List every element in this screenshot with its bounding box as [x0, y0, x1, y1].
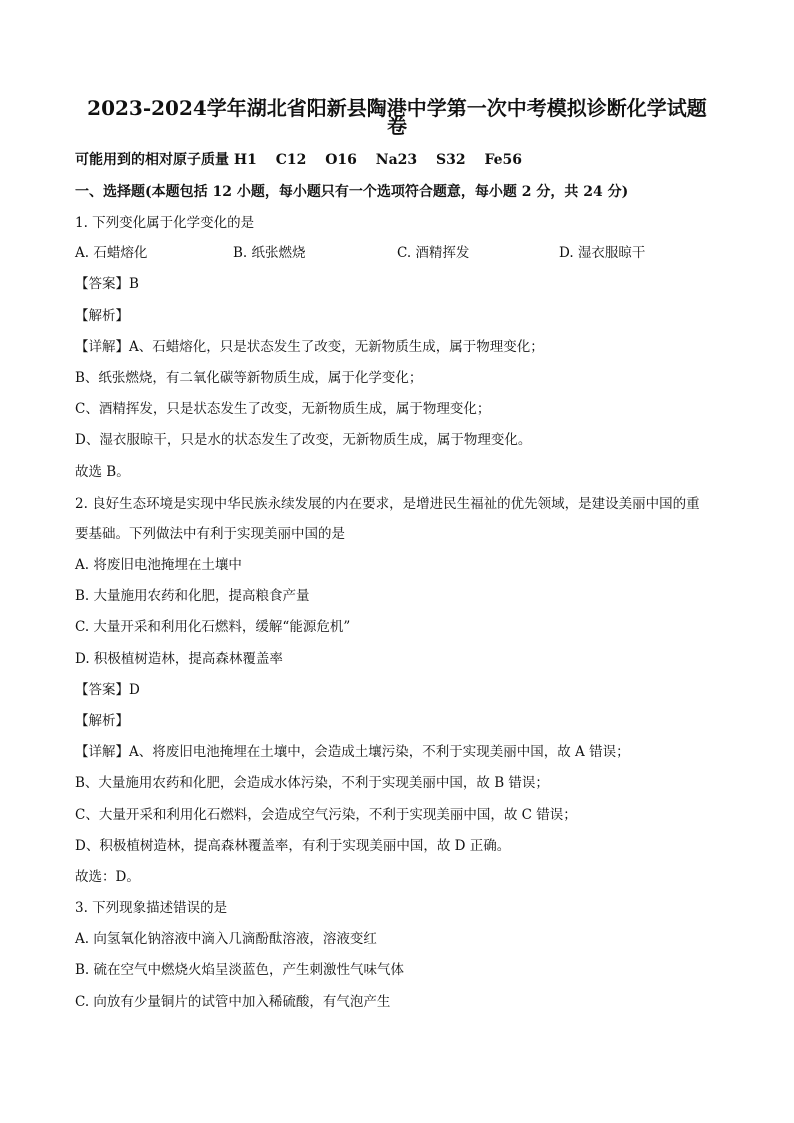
question-1-answer: 【答案】B — [75, 276, 139, 292]
question-1-detail-a: 【详解】A、石蜡熔化，只是状态发生了改变，无新物质生成，属于物理变化； — [75, 339, 544, 355]
question-2-stem-line2: 要基础。下列做法中有利于实现美丽中国的是 — [75, 526, 345, 542]
question-1-stem: 1. 下列变化属于化学变化的是 — [75, 215, 255, 231]
question-2-detail-b: B、大量施用农药和化肥，会造成水体污染，不利于实现美丽中国，故 B 错误； — [75, 775, 549, 791]
question-2-conclusion: 故选：D。 — [75, 869, 140, 885]
atomic-mass-note: 可能用到的相对原子质量 H1 C12 O16 Na23 S32 Fe56 — [75, 152, 523, 168]
exam-title-line2: 卷 — [387, 114, 407, 138]
question-2-analysis-label: 【解析】 — [75, 713, 129, 729]
question-1-detail-b: B、纸张燃烧，有二氧化碳等新物质生成，属于化学变化； — [75, 370, 423, 386]
question-2-option-a: A. 将废旧电池掩埋在土壤中 — [75, 557, 242, 573]
question-3-stem: 3. 下列现象描述错误的是 — [75, 900, 228, 916]
question-2-answer: 【答案】D — [75, 682, 140, 698]
question-1-options — [75, 243, 735, 263]
question-2-option-c: C. 大量开采和利用化石燃料，缓解“能源危机” — [75, 619, 351, 635]
question-1-option-b: B. 纸张燃烧 — [233, 245, 306, 261]
question-1-option-c: C. 酒精挥发 — [397, 245, 470, 261]
question-2-stem-line1: 2. 良好生态环境是实现中华民族永续发展的内在要求，是增进民生福祉的优先领域，是建设美丽中国的重 — [75, 496, 700, 512]
question-1-option-d: D. 湿衣服晾干 — [559, 245, 646, 261]
question-2-option-d: D. 积极植树造林，提高森林覆盖率 — [75, 651, 283, 667]
question-1-detail-d: D、湿衣服晾干，只是水的状态发生了改变，无新物质生成，属于物理变化。 — [75, 432, 532, 448]
question-2-detail-a: 【详解】A、将废旧电池掩埋在土壤中，会造成土壤污染，不利于实现美丽中国，故 A 错误； — [75, 744, 630, 760]
question-1-analysis-label: 【解析】 — [75, 308, 129, 324]
question-1-option-a: A. 石蜡熔化 — [75, 245, 148, 261]
question-3-option-c: C. 向放有少量铜片的试管中加入稀硫酸，有气泡产生 — [75, 994, 391, 1010]
question-1-conclusion: 故选 B。 — [75, 464, 130, 480]
question-2-detail-c: C、大量开采和利用化石燃料，会造成空气污染，不利于实现美丽中国，故 C 错误； — [75, 807, 577, 823]
section-heading: 一、选择题(本题包括 12 小题，每小题只有一个选项符合题意，每小题 2 分，共 24 分) — [75, 184, 629, 200]
question-1-detail-c: C、酒精挥发，只是状态发生了改变，无新物质生成，属于物理变化； — [75, 401, 491, 417]
question-2-option-b: B. 大量施用农药和化肥，提高粮食产量 — [75, 588, 310, 604]
exam-title-line1: 2023-2024学年湖北省阳新县陶港中学第一次中考模拟诊断化学试题 — [87, 96, 707, 120]
question-3-option-a: A. 向氢氧化钠溶液中滴入几滴酚酞溶液，溶液变红 — [75, 931, 377, 947]
question-2-detail-d: D、积极植树造林，提高森林覆盖率，有利于实现美丽中国，故 D 正确。 — [75, 838, 511, 854]
question-3-option-b: B. 硫在空气中燃烧火焰呈淡蓝色，产生刺激性气味气体 — [75, 962, 405, 978]
